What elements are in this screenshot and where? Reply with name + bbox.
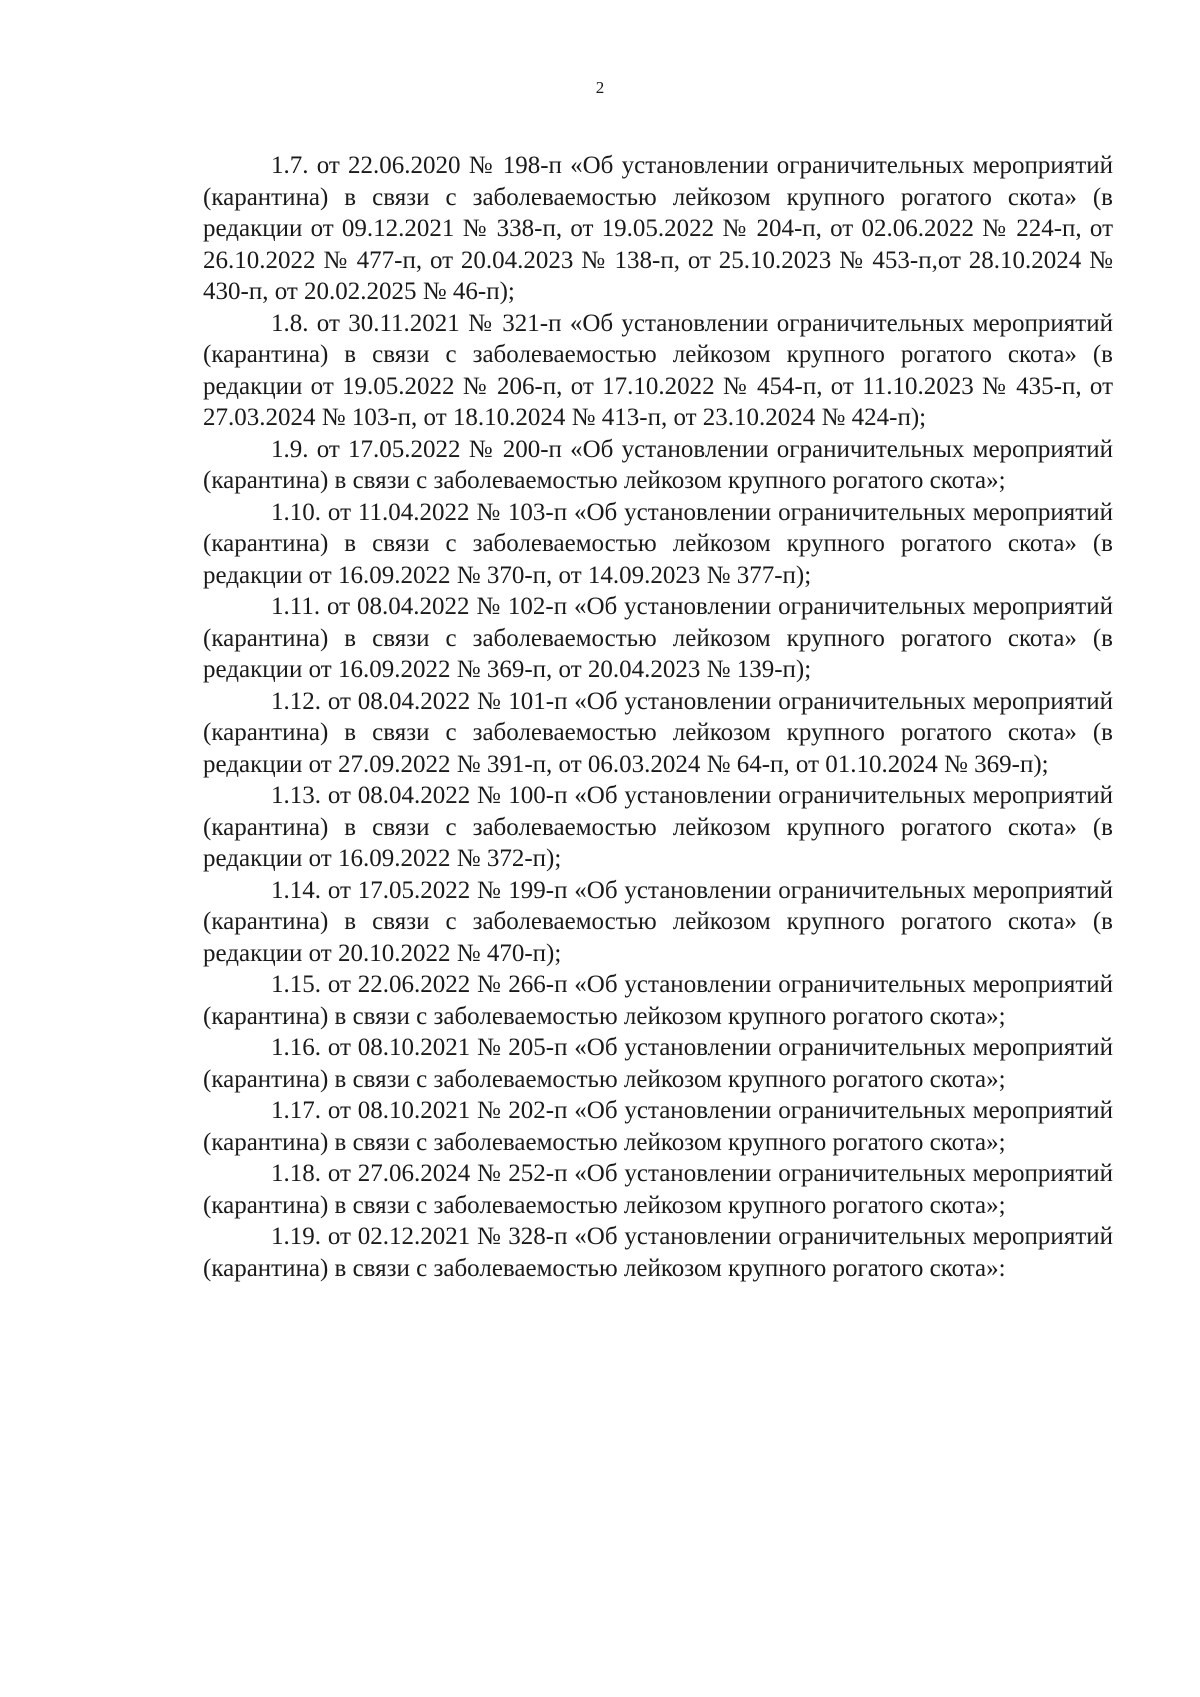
- list-item-1-13: 1.13. от 08.04.2022 № 100-п «Об установлении ограничительных мероприятий (карантина) в связи с заболеваемостью лейкозом крупного рогатого скота» (в редакции от 16.09.2022 № 372-п);: [203, 782, 1113, 872]
- list-item-1-8: 1.8. от 30.11.2021 № 321-п «Об установлении ограничительных мероприятий (карантина) в связи с заболеваемостью лейкозом крупного рогатого скота» (в редакции от 19.05.2022 № 206-п, от 17.10.2022 № 454-п, от 11.10.2023 № 435-п, от 27.03.2024 № 103-п, от 18.10.2024 № 413-п, от 23.10.2024 № 424-п);: [203, 309, 1113, 431]
- list-item-1-12: 1.12. от 08.04.2022 № 101-п «Об установлении ограничительных мероприятий (карантина) в связи с заболеваемостью лейкозом крупного рогатого скота» (в редакции от 27.09.2022 № 391-п, от 06.03.2024 № 64-п, от 01.10.2024 № 369-п);: [203, 687, 1113, 778]
- page-number: 2: [595, 78, 605, 97]
- document-body: [203, 150, 1113, 1284]
- list-item-1-18: 1.18. от 27.06.2024 № 252-п «Об установлении ограничительных мероприятий (карантина) в связи с заболеваемостью лейкозом крупного рогатого скота»;: [203, 1160, 1113, 1219]
- list-item-1-19: 1.19. от 02.12.2021 № 328-п «Об установлении ограничительных мероприятий (карантина) в связи с заболеваемостью лейкозом крупного рогатого скота»:: [203, 1223, 1113, 1282]
- list-item-1-11: 1.11. от 08.04.2022 № 102-п «Об установлении ограничительных мероприятий (карантина) в связи с заболеваемостью лейкозом крупного рогатого скота» (в редакции от 16.09.2022 № 369-п, от 20.04.2023 № 139-п);: [203, 593, 1113, 683]
- list-item-1-10: 1.10. от 11.04.2022 № 103-п «Об установлении ограничительных мероприятий (карантина) в связи с заболеваемостью лейкозом крупного рогатого скота» (в редакции от 16.09.2022 № 370-п, от 14.09.2023 № 377-п);: [203, 498, 1113, 589]
- list-item-1-17: 1.17. от 08.10.2021 № 202-п «Об установлении ограничительных мероприятий (карантина) в связи с заболеваемостью лейкозом крупного рогатого скота»;: [203, 1097, 1113, 1156]
- list-item-1-14: 1.14. от 17.05.2022 № 199-п «Об установлении ограничительных мероприятий (карантина) в связи с заболеваемостью лейкозом крупного рогатого скота» (в редакции от 20.10.2022 № 470-п);: [203, 876, 1113, 967]
- list-item-1-7: 1.7. от 22.06.2020 № 198-п «Об установлении ограничительных мероприятий (карантина) в связи с заболеваемостью лейкозом крупного рогатого скота» (в редакции от 09.12.2021 № 338-п, от 19.05.2022 № 204-п, от 02.06.2022 № 224-п, от 26.10.2022 № 477-п, от 20.04.2023 № 138-п, от 25.10.2023 № 453-п,от 28.10.2024 № 430-п, от 20.02.2025 № 46-п);: [203, 152, 1113, 305]
- list-item-1-9: 1.9. от 17.05.2022 № 200-п «Об установлении ограничительных мероприятий (карантина) в связи с заболеваемостью лейкозом крупного рогатого скота»;: [203, 435, 1113, 494]
- list-item-1-16: 1.16. от 08.10.2021 № 205-п «Об установлении ограничительных мероприятий (карантина) в связи с заболеваемостью лейкозом крупного рогатого скота»;: [203, 1034, 1113, 1093]
- list-item-1-15: 1.15. от 22.06.2022 № 266-п «Об установлении ограничительных мероприятий (карантина) в связи с заболеваемостью лейкозом крупного рогатого скота»;: [203, 971, 1113, 1030]
